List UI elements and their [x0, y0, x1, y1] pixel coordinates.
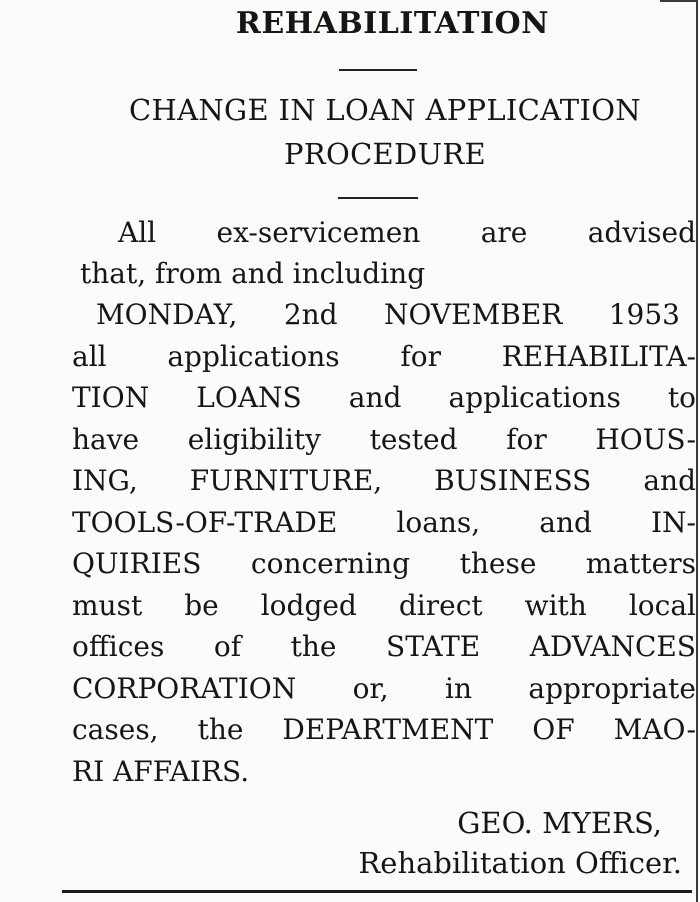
notice-subheading-line-1: CHANGE IN LOAN APPLICATION: [129, 93, 641, 127]
body-line-1: All ex-servicemen are advised: [118, 216, 696, 249]
body-line-8: TOOLS-OF-TRADE loans, and IN-: [72, 506, 696, 539]
divider-rule: [339, 69, 417, 71]
body-line-6: have eligibility tested for HOUS-: [72, 423, 696, 456]
signature-name: GEO. MYERS,: [457, 806, 662, 840]
body-line-9: QUIRIES concerning these matters: [72, 547, 696, 580]
notice-subheading-line-2: PROCEDURE: [284, 137, 486, 171]
signature-title: Rehabilitation Officer.: [358, 846, 682, 880]
body-line-3: MONDAY, 2nd NOVEMBER 1953: [96, 298, 680, 331]
body-line-2: that, from and including: [80, 257, 426, 290]
notice-heading: REHABILITATION: [235, 6, 550, 41]
body-line-4: all applications for REHABILITA-: [72, 340, 696, 373]
body-line-5: TION LOANS and applications to: [72, 381, 696, 414]
body-line-13: cases, the DEPARTMENT OF MAO-: [72, 713, 696, 746]
body-line-7: ING, FURNITURE, BUSINESS and: [72, 464, 696, 497]
column-border-top: [660, 0, 698, 2]
body-line-11: offices of the STATE ADVANCES: [72, 630, 696, 663]
body-line-12: CORPORATION or, in appropriate: [72, 672, 696, 705]
bottom-rule: [62, 890, 692, 893]
body-line-10: must be lodged direct with local: [72, 589, 696, 622]
body-line-14: RI AFFAIRS.: [72, 755, 250, 788]
divider-rule: [338, 197, 418, 199]
